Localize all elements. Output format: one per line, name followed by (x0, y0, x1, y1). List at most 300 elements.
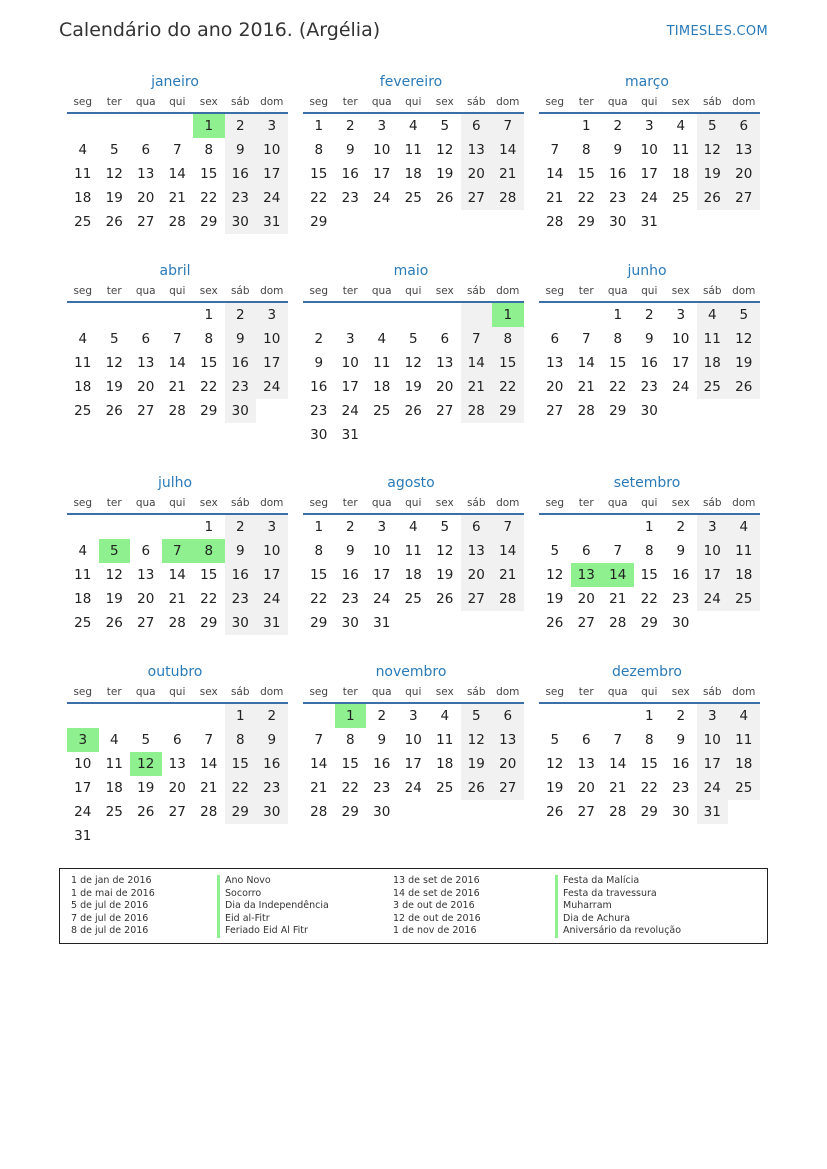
day-cell: 27 (492, 776, 524, 800)
day-cell: 23 (672, 780, 690, 796)
day-cell: 20 (577, 780, 595, 796)
day-cell: 28 (546, 214, 564, 230)
legend-names-col-2 (555, 875, 681, 938)
weekday-header: qui (398, 493, 430, 515)
empty-day-cell (162, 114, 194, 138)
day-cell: 4 (78, 331, 88, 347)
day-cell: 17 (256, 162, 288, 186)
day-cell: 19 (546, 591, 564, 607)
day-cell: 17 (256, 563, 288, 587)
day-cell: 13 (461, 138, 493, 162)
day-cell: 24 (672, 379, 690, 395)
empty-day-cell (492, 210, 524, 234)
day-cell: 15 (492, 351, 524, 375)
day-cell: 11 (672, 142, 690, 158)
day-cell: 31 (697, 800, 729, 824)
weekday-header: ter (571, 493, 603, 515)
day-cell: 20 (461, 162, 493, 186)
day-cell: 17 (697, 563, 729, 587)
empty-day-cell (67, 704, 99, 728)
day-cell: 17 (404, 756, 422, 772)
month-name: janeiro (151, 74, 199, 90)
legend-date: 5 de jul de 2016 (71, 900, 149, 911)
weekday-header: sáb (697, 281, 729, 303)
weekday-header: qui (398, 92, 430, 114)
weekday-header: sáb (461, 92, 493, 114)
day-cell: 30 (609, 214, 627, 230)
day-cell: 19 (697, 162, 729, 186)
day-cell: 15 (310, 567, 328, 583)
empty-day-cell (461, 210, 493, 234)
day-cell: 30 (225, 399, 257, 423)
day-cell: 28 (168, 214, 186, 230)
empty-day-cell (539, 303, 571, 327)
day-cell: 1 (204, 519, 214, 535)
day-cell: 5 (408, 331, 418, 347)
day-cell: 26 (105, 615, 123, 631)
day-cell: 1 (225, 704, 257, 728)
day-cell: 16 (672, 756, 690, 772)
day-cell: 29 (200, 403, 218, 419)
empty-day-cell (130, 704, 162, 728)
day-cell: 1 (644, 519, 654, 535)
weekday-header: sex (193, 682, 225, 704)
empty-day-cell (492, 800, 524, 824)
day-cell: 9 (676, 543, 686, 559)
day-cell: 22 (640, 591, 658, 607)
month-julho (61, 473, 283, 635)
day-cell: 6 (550, 331, 560, 347)
day-cell: 25 (373, 403, 391, 419)
day-cell: 7 (314, 732, 324, 748)
day-cell: 7 (461, 327, 493, 351)
empty-day-cell (429, 423, 461, 447)
day-cell: 23 (373, 780, 391, 796)
day-cell: 3 (345, 331, 355, 347)
day-cell: 10 (256, 138, 288, 162)
day-cell: 3 (256, 515, 288, 539)
weekday-header: sáb (697, 682, 729, 704)
day-cell: 20 (137, 190, 155, 206)
day-cell: 29 (640, 804, 658, 820)
day-cell: 5 (109, 142, 119, 158)
empty-day-cell (728, 399, 760, 423)
legend-dates-col-1 (71, 875, 155, 938)
day-cell: 19 (728, 351, 760, 375)
day-cell: 24 (256, 375, 288, 399)
day-cell: 26 (461, 776, 493, 800)
month-day-grid (303, 92, 519, 234)
empty-day-cell (366, 423, 398, 447)
day-cell: 22 (492, 375, 524, 399)
day-cell: 23 (256, 776, 288, 800)
weekday-header: seg (303, 281, 335, 303)
weekday-header: ter (99, 682, 131, 704)
day-cell: 25 (105, 804, 123, 820)
weekday-header: ter (335, 92, 367, 114)
empty-day-cell (571, 303, 603, 327)
empty-day-cell (429, 303, 461, 327)
empty-day-cell (398, 800, 430, 824)
day-cell: 21 (492, 563, 524, 587)
day-cell: 12 (436, 543, 454, 559)
day-cell: 30 (310, 427, 328, 443)
day-cell: 27 (461, 186, 493, 210)
legend-dates-col-2 (393, 875, 481, 938)
day-cell: 2 (225, 303, 257, 327)
day-cell: 22 (200, 379, 218, 395)
day-cell: 15 (200, 567, 218, 583)
day-cell: 9 (225, 138, 257, 162)
month-name: abril (159, 263, 191, 279)
weekday-header: dom (728, 281, 760, 303)
empty-day-cell (571, 704, 603, 728)
day-cell: 27 (546, 403, 564, 419)
weekday-header: seg (539, 682, 571, 704)
day-cell: 19 (105, 379, 123, 395)
weekday-header: sáb (225, 281, 257, 303)
page-title: Calendário do ano 2016. (Argélia) (59, 19, 381, 41)
day-cell: 14 (168, 166, 186, 182)
empty-day-cell (665, 399, 697, 423)
weekday-header: sex (429, 92, 461, 114)
day-cell: 6 (440, 331, 450, 347)
empty-day-cell (398, 210, 430, 234)
day-cell: 27 (577, 804, 595, 820)
month-name: setembro (613, 475, 681, 491)
holiday-day-cell: 13 (571, 563, 603, 587)
day-cell: 21 (168, 190, 186, 206)
month-day-grid (539, 493, 755, 635)
empty-day-cell (256, 399, 288, 423)
weekday-header: dom (256, 493, 288, 515)
legend-date: 1 de jan de 2016 (71, 875, 152, 886)
day-cell: 5 (440, 118, 450, 134)
day-cell: 8 (204, 142, 214, 158)
month-name: dezembro (612, 664, 682, 680)
day-cell: 29 (341, 804, 359, 820)
day-cell: 29 (640, 615, 658, 631)
empty-day-cell (193, 824, 225, 848)
day-cell: 4 (78, 543, 88, 559)
day-cell: 4 (109, 732, 119, 748)
day-cell: 7 (613, 732, 623, 748)
legend-holiday-name: Festa da Malícia (555, 875, 681, 888)
weekday-header: sex (193, 281, 225, 303)
day-cell: 22 (341, 780, 359, 796)
day-cell: 24 (697, 776, 729, 800)
day-cell: 11 (404, 142, 422, 158)
day-cell: 24 (373, 591, 391, 607)
day-cell: 12 (404, 355, 422, 371)
month-name: outubro (147, 664, 203, 680)
day-cell: 27 (137, 615, 155, 631)
day-cell: 24 (74, 804, 92, 820)
weekday-header: qui (634, 682, 666, 704)
day-cell: 28 (200, 804, 218, 820)
day-cell: 5 (109, 331, 119, 347)
day-cell: 2 (225, 515, 257, 539)
day-cell: 7 (172, 331, 182, 347)
weekday-header: sáb (461, 493, 493, 515)
holiday-day-cell: 7 (162, 539, 194, 563)
day-cell: 30 (373, 804, 391, 820)
day-cell: 13 (492, 728, 524, 752)
weekday-header: qua (130, 92, 162, 114)
month-name: agosto (387, 475, 435, 491)
empty-day-cell (130, 114, 162, 138)
day-cell: 20 (137, 591, 155, 607)
month-day-grid (303, 281, 519, 447)
empty-day-cell (366, 210, 398, 234)
day-cell: 26 (546, 615, 564, 631)
weekday-header: dom (492, 682, 524, 704)
empty-day-cell (130, 824, 162, 848)
legend-holiday-name: Socorro (217, 888, 329, 901)
weekday-header: seg (539, 281, 571, 303)
day-cell: 9 (225, 327, 257, 351)
day-cell: 24 (697, 587, 729, 611)
empty-day-cell (335, 303, 367, 327)
weekday-header: qui (162, 493, 194, 515)
day-cell: 15 (200, 166, 218, 182)
day-cell: 26 (436, 591, 454, 607)
day-cell: 16 (609, 166, 627, 182)
empty-day-cell (99, 515, 131, 539)
day-cell: 27 (137, 403, 155, 419)
day-cell: 18 (436, 756, 454, 772)
day-cell: 17 (341, 379, 359, 395)
day-cell: 15 (640, 567, 658, 583)
empty-day-cell (130, 515, 162, 539)
weekday-header: seg (67, 281, 99, 303)
day-cell: 31 (256, 210, 288, 234)
weekday-header: qui (162, 281, 194, 303)
day-cell: 17 (74, 780, 92, 796)
brand-link[interactable]: TIMESLES.COM (666, 24, 768, 39)
day-cell: 21 (168, 591, 186, 607)
month-name: maio (393, 263, 429, 279)
day-cell: 6 (141, 543, 151, 559)
day-cell: 28 (492, 587, 524, 611)
day-cell: 24 (373, 190, 391, 206)
legend-holiday-name: Festa da travessura (555, 888, 681, 901)
day-cell: 12 (105, 567, 123, 583)
day-cell: 12 (105, 166, 123, 182)
day-cell: 28 (310, 804, 328, 820)
empty-day-cell (99, 114, 131, 138)
day-cell: 28 (168, 615, 186, 631)
day-cell: 10 (672, 331, 690, 347)
day-cell: 4 (440, 708, 450, 724)
day-cell: 25 (697, 375, 729, 399)
day-cell: 3 (676, 307, 686, 323)
holiday-day-cell: 14 (602, 563, 634, 587)
empty-day-cell (130, 303, 162, 327)
day-cell: 15 (640, 756, 658, 772)
day-cell: 6 (581, 732, 591, 748)
day-cell: 21 (577, 379, 595, 395)
day-cell: 4 (728, 704, 760, 728)
month-setembro (533, 473, 755, 635)
day-cell: 4 (377, 331, 387, 347)
empty-day-cell (697, 399, 729, 423)
day-cell: 11 (404, 543, 422, 559)
day-cell: 7 (172, 142, 182, 158)
empty-day-cell (303, 303, 335, 327)
day-cell: 12 (728, 327, 760, 351)
day-cell: 14 (609, 756, 627, 772)
weekday-header: sex (665, 92, 697, 114)
day-cell: 12 (105, 355, 123, 371)
weekday-header: dom (256, 92, 288, 114)
day-cell: 3 (256, 303, 288, 327)
month-day-grid (539, 281, 755, 423)
day-cell: 16 (225, 162, 257, 186)
day-cell: 27 (436, 403, 454, 419)
day-cell: 29 (609, 403, 627, 419)
weekday-header: dom (492, 493, 524, 515)
month-agosto (297, 473, 519, 635)
day-cell: 19 (105, 190, 123, 206)
empty-day-cell (461, 303, 493, 327)
day-cell: 7 (613, 543, 623, 559)
day-cell: 3 (697, 515, 729, 539)
day-cell: 3 (256, 114, 288, 138)
day-cell: 30 (225, 611, 257, 635)
legend-date: 1 de nov de 2016 (393, 925, 477, 936)
weekday-header: qua (130, 682, 162, 704)
day-cell: 18 (728, 563, 760, 587)
day-cell: 18 (373, 379, 391, 395)
day-cell: 26 (105, 403, 123, 419)
empty-day-cell (162, 303, 194, 327)
day-cell: 14 (492, 539, 524, 563)
day-cell: 13 (137, 166, 155, 182)
day-cell: 14 (546, 166, 564, 182)
empty-day-cell (256, 824, 288, 848)
day-cell: 2 (377, 708, 387, 724)
weekday-header: ter (99, 281, 131, 303)
empty-day-cell (728, 611, 760, 635)
empty-day-cell (665, 210, 697, 234)
day-cell: 26 (728, 375, 760, 399)
weekday-header: qua (366, 493, 398, 515)
day-cell: 12 (546, 756, 564, 772)
weekday-header: qui (398, 281, 430, 303)
day-cell: 31 (341, 427, 359, 443)
day-cell: 18 (74, 379, 92, 395)
day-cell: 23 (609, 190, 627, 206)
weekday-header: qua (366, 682, 398, 704)
day-cell: 24 (341, 403, 359, 419)
day-cell: 30 (256, 800, 288, 824)
day-cell: 7 (581, 331, 591, 347)
day-cell: 24 (256, 186, 288, 210)
day-cell: 22 (577, 190, 595, 206)
legend-holiday-name: Feriado Eid Al Fitr (217, 925, 329, 938)
empty-day-cell (492, 423, 524, 447)
day-cell: 23 (225, 587, 257, 611)
weekday-header: sex (429, 682, 461, 704)
holiday-day-cell: 1 (492, 303, 524, 327)
weekday-header: sáb (697, 493, 729, 515)
day-cell: 24 (256, 587, 288, 611)
day-cell: 25 (728, 587, 760, 611)
day-cell: 28 (168, 403, 186, 419)
empty-day-cell (99, 303, 131, 327)
day-cell: 13 (728, 138, 760, 162)
day-cell: 6 (492, 704, 524, 728)
day-cell: 13 (461, 539, 493, 563)
day-cell: 25 (74, 615, 92, 631)
day-cell: 2 (256, 704, 288, 728)
day-cell: 13 (168, 756, 186, 772)
day-cell: 8 (492, 327, 524, 351)
weekday-header: dom (256, 682, 288, 704)
day-cell: 15 (310, 166, 328, 182)
day-cell: 9 (256, 728, 288, 752)
day-cell: 18 (697, 351, 729, 375)
day-cell: 29 (200, 615, 218, 631)
holiday-day-cell: 1 (193, 114, 225, 138)
day-cell: 26 (137, 804, 155, 820)
day-cell: 8 (581, 142, 591, 158)
day-cell: 2 (345, 118, 355, 134)
day-cell: 20 (168, 780, 186, 796)
empty-day-cell (162, 824, 194, 848)
day-cell: 8 (345, 732, 355, 748)
weekday-header: sáb (225, 493, 257, 515)
day-cell: 27 (461, 587, 493, 611)
day-cell: 24 (404, 780, 422, 796)
month-day-grid (539, 682, 755, 824)
day-cell: 18 (728, 752, 760, 776)
empty-day-cell (461, 611, 493, 635)
day-cell: 28 (492, 186, 524, 210)
day-cell: 24 (640, 190, 658, 206)
empty-day-cell (67, 515, 99, 539)
weekday-header: dom (728, 493, 760, 515)
day-cell: 11 (74, 355, 92, 371)
day-cell: 2 (225, 114, 257, 138)
day-cell: 25 (436, 780, 454, 796)
weekday-header: ter (99, 493, 131, 515)
day-cell: 10 (404, 732, 422, 748)
day-cell: 18 (74, 591, 92, 607)
weekday-header: sex (193, 92, 225, 114)
day-cell: 19 (461, 752, 493, 776)
day-cell: 5 (461, 704, 493, 728)
day-cell: 4 (408, 519, 418, 535)
day-cell: 16 (256, 752, 288, 776)
day-cell: 11 (436, 732, 454, 748)
day-cell: 6 (461, 515, 493, 539)
day-cell: 10 (341, 355, 359, 371)
empty-day-cell (67, 303, 99, 327)
day-cell: 19 (546, 780, 564, 796)
day-cell: 21 (546, 190, 564, 206)
day-cell: 1 (644, 708, 654, 724)
day-cell: 26 (436, 190, 454, 206)
day-cell: 19 (436, 567, 454, 583)
day-cell: 27 (577, 615, 595, 631)
day-cell: 25 (74, 403, 92, 419)
month-name: fevereiro (379, 74, 443, 90)
day-cell: 2 (613, 118, 623, 134)
day-cell: 11 (373, 355, 391, 371)
day-cell: 11 (728, 539, 760, 563)
